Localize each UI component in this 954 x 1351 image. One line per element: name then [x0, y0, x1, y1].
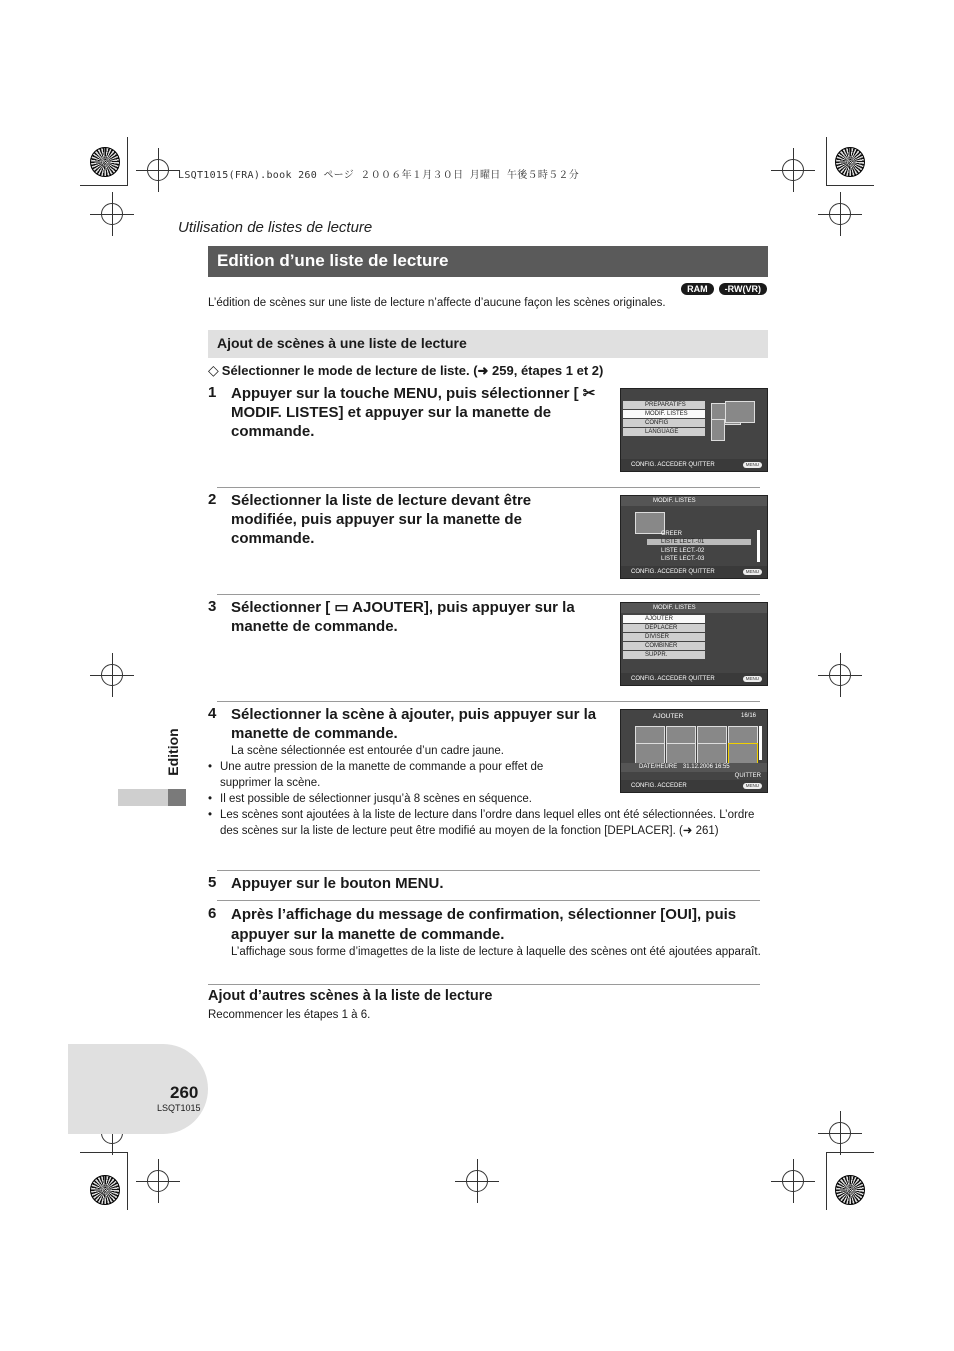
print-header: LSQT1015(FRA).book 260 ページ ２００６年１月３０日 月曜日 午後５時５２分	[178, 170, 580, 181]
bullet-text: Une autre pression de la manette de commande a pour effet de supprimer la scène.	[220, 761, 544, 789]
registration-mark-icon	[829, 1122, 851, 1144]
screen-header: MODIF. LISTES	[621, 496, 767, 506]
menu-item-selected: MODIF. LISTES	[623, 410, 705, 418]
step-text: Après l’affichage du message de confirmation, sélectionner [OUI], puis appuyer sur la manette de commande.	[231, 906, 737, 943]
menu-icon: MENU	[743, 569, 762, 575]
diamond-icon: ◇	[208, 362, 219, 378]
step-number: 6	[208, 905, 217, 922]
step-number: 1	[208, 384, 217, 401]
scene-counter: 16/16	[741, 713, 757, 719]
crop-mark	[826, 1152, 827, 1210]
other-heading: Ajout d’autres scènes à la liste de lecture	[208, 988, 493, 1004]
registration-mark-icon	[829, 203, 851, 225]
list-item-selected: LISTE LECT.-01	[647, 539, 751, 545]
menu-icon: MENU	[743, 462, 762, 468]
divider	[217, 900, 760, 901]
thumbnail-image	[725, 401, 755, 423]
bullet-icon: •	[208, 761, 213, 773]
menu-item: DEPLACER	[623, 624, 705, 632]
list-item: CREER	[661, 531, 683, 537]
scrollbar	[757, 530, 760, 562]
side-tab	[156, 722, 190, 782]
crop-mark	[826, 185, 874, 186]
registration-mark-icon	[782, 159, 804, 181]
screenshot-edit-menu	[620, 602, 768, 686]
page-number: 260	[170, 1083, 199, 1102]
divider	[208, 984, 760, 985]
registration-mark-icon	[829, 664, 851, 686]
date-label: DATE/HEURE	[639, 764, 678, 770]
divider	[217, 594, 760, 595]
prerequisite	[208, 362, 603, 379]
screen-footer: CONFIG. ACCEDER QUITTER	[621, 566, 767, 578]
scrollbar	[759, 726, 762, 760]
step-number: 2	[208, 491, 217, 508]
registration-mark-icon	[101, 203, 123, 225]
registration-mark-icon	[147, 1170, 169, 1192]
registration-mark-icon	[147, 159, 169, 181]
divider	[217, 870, 760, 871]
section-title: Edition d’une liste de lecture	[217, 251, 449, 270]
registration-mark-icon	[782, 1170, 804, 1192]
side-tab-marker	[168, 789, 186, 806]
step-note: La scène sélectionnée est entourée d’un cadre jaune.	[231, 745, 505, 757]
color-rosette-bottom-left	[90, 1175, 120, 1205]
crop-mark	[826, 1152, 874, 1153]
step-note: L’affichage sous forme d’imagettes de la liste de lecture à laquelle des scènes ont été ajoutées apparaît.	[231, 946, 761, 958]
badge-ram: RAM	[681, 283, 714, 295]
media-badges	[681, 283, 767, 295]
side-tab-label: Edition	[165, 728, 181, 776]
divider	[217, 487, 760, 488]
menu-icon: MENU	[743, 783, 762, 789]
crop-mark	[80, 1152, 128, 1153]
color-rosette-top-left	[90, 147, 120, 177]
crop-mark	[80, 185, 128, 186]
step-text: Appuyer sur le bouton MENU.	[231, 875, 444, 892]
thumbnail-image	[697, 743, 727, 765]
step-text: Appuyer sur la touche MENU, puis sélectionner [ ✂ MODIF. LISTES] et appuyer sur la manette de commande.	[231, 385, 596, 440]
crop-mark	[127, 1152, 128, 1210]
menu-item: PREPARATIFS	[623, 401, 705, 409]
menu-item: SUPPR.	[623, 651, 705, 659]
screen-footer: CONFIG. ACCEDER QUITTER	[621, 673, 767, 685]
list-item: LISTE LECT.-02	[661, 548, 705, 554]
screen-header: AJOUTER	[653, 713, 684, 720]
menu-item: CONFIG	[623, 419, 705, 427]
section-title-bar	[208, 246, 768, 277]
step-number: 3	[208, 598, 217, 615]
thumbnail-image	[666, 743, 696, 765]
subsection-bar	[208, 330, 768, 358]
date-value: 31.12.2006 16:55	[682, 764, 730, 770]
step-text: Sélectionner la scène à ajouter, puis appuyer sur la manette de commande.	[231, 706, 597, 742]
other-text: Recommencer les étapes 1 à 6.	[208, 1009, 371, 1021]
bullet-text: Il est possible de sélectionner jusqu’à 8 scènes en séquence.	[220, 793, 532, 805]
subsection-title: Ajout de scènes à une liste de lecture	[217, 335, 467, 351]
screenshot-scene-select	[620, 709, 768, 793]
bullet-item	[208, 791, 608, 807]
color-rosette-bottom-right	[835, 1175, 865, 1205]
bullet-item	[208, 759, 578, 791]
step-text: Sélectionner la liste de lecture devant être modifiée, puis appuyer sur la manette de commande.	[231, 492, 532, 547]
crop-mark	[127, 137, 128, 185]
registration-mark-icon	[101, 664, 123, 686]
color-rosette-top-right	[835, 147, 865, 177]
bullet-item	[208, 807, 768, 839]
menu-item: LANGUAGE	[623, 428, 705, 436]
intro-text: L’édition de scènes sur une liste de lecture n’affecte d’aucune façon les scènes originales.	[208, 297, 666, 309]
screenshot-menu	[620, 388, 768, 472]
menu-item: COMBINER	[623, 642, 705, 650]
bullet-icon: •	[208, 809, 213, 821]
step-text: Sélectionner [ ▭ AJOUTER], puis appuyer sur la manette de commande.	[231, 599, 575, 635]
step-number: 5	[208, 874, 217, 891]
menu-item: DIVISER	[623, 633, 705, 641]
screenshot-playlist-select	[620, 495, 768, 579]
prerequisite-text: Sélectionner le mode de lecture de liste. (➜ 259, étapes 1 et 2)	[221, 363, 604, 378]
crop-mark	[826, 137, 827, 185]
list-item: LISTE LECT.-03	[661, 556, 705, 562]
bullet-text: Les scènes sont ajoutées à la liste de lecture dans l’ordre dans lequel elles ont été sélectionnées. L’ordre des scènes sur la liste de lecture peut être modifié au moyen de la fonction [DEPLACER]. (➜ 261)	[220, 809, 755, 837]
screen-header: MODIF. LISTES	[621, 603, 767, 613]
divider	[217, 701, 760, 702]
thumbnail-image	[711, 419, 725, 441]
document-code: LSQT1015	[157, 1103, 201, 1113]
quit-label: QUITTER	[734, 773, 761, 779]
thumbnail-image	[635, 743, 665, 765]
thumbnail-image-selected	[728, 743, 758, 765]
screen-footer: CONFIG. ACCEDER	[621, 780, 767, 792]
screen-footer: CONFIG. ACCEDER QUITTER	[621, 459, 767, 471]
menu-icon: MENU	[743, 676, 762, 682]
step-number: 4	[208, 705, 217, 722]
date-bar	[621, 763, 767, 772]
badge-rw-vr: -RW(VR)	[719, 283, 767, 295]
running-head: Utilisation de listes de lecture	[178, 219, 373, 236]
menu-item-selected: AJOUTER	[623, 615, 705, 623]
bullet-icon: •	[208, 793, 213, 805]
registration-mark-icon	[466, 1170, 488, 1192]
